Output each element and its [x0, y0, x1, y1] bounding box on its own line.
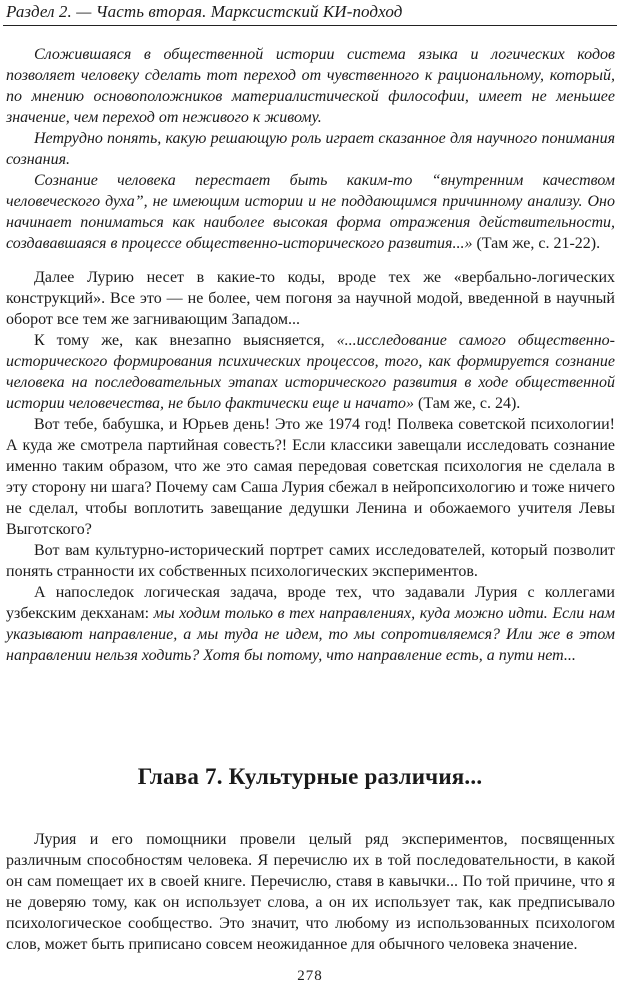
paragraph-6: Вот тебе, бабушка, и Юрьев день! Это же 1974 год! Полвека советской психологии! А куда же смотрела партийная совесть?! Если классики завещали исследовать сознание именно таким образом, что же это самая передовая советская психология не сделала в эту сторону ни шага? Почему сам Саша Лурия сбежал в нейропсихологию и тоже ничего не сделал, чтобы воплотить завещание дедушки Ленина и обожаемого учителя Левы Выготского?	[6, 416, 615, 538]
paragraph-5-lead: К тому же, как внезапно выясняется,	[34, 332, 337, 349]
paragraph-8-lead: А напоследок логическая задача, вроде тех, что задавали Лурия с коллегами узбекским декханам:	[6, 584, 615, 622]
chapter-title: Глава 7. Культурные различия...	[137, 764, 483, 789]
paragraph-5	[6, 330, 615, 414]
quote-paragraph-3	[6, 170, 615, 254]
running-head: Раздел 2. — Часть вторая. Марксистский КИ-подход	[6, 2, 403, 21]
paragraph-4: Далее Лурию несет в какие-то коды, вроде тех же «вербально-логических конструкций». Все это — не более, чем погоня за научной модой, введенной в научный оборот все тем же загнивающим Западом...	[6, 269, 615, 328]
paragraph-9: Лурия и его помощники провели целый ряд экспериментов, посвященных различным способностям человека. Я перечислю их в той последовательности, в какой он сам помещает их в своей книге. Перечислю, ставя в кавычки... По той причине, что я не доверяю тому, как он использует слова, а он их использует так, как предписывало психологическое сообщество. Это значит, что любому из использованных психологом слов, может быть приписано совсем неожиданное для обычного человека значение.	[6, 831, 615, 953]
paragraph-5-reference: (Там же, с. 24).	[414, 395, 521, 412]
paragraph-8-quote: мы ходим только в тех направлениях, куда можно идти. Если нам указывают направление, а мы туда не идем, то мы сопротивляемся? Или же в этом направлении нельзя ходить? Хотя бы потому, что направление есть, а пути нет...	[6, 605, 616, 664]
quote-paragraph-1: Сложившаяся в общественной истории система языка и логических кодов позволяет человеку сделать тот переход от чувственного к рациональному, который, по мнению основоположников материалистической философии, имеет не меньшее значение, чем переход от неживого к живому.	[6, 46, 615, 126]
quote-paragraph-2: Нетрудно понять, какую решающую роль играет сказанное для научного понимания сознания.	[6, 130, 615, 168]
chapter-body	[6, 829, 615, 955]
quote-paragraph-3-text: Сознание человека перестает быть каким-то “внутренним качеством человеческого духа”, не имеющим истории и не поддающимся причинному анализу. Оно начинает пониматься как наиболее высокая форма отражения действительности, создававшаяся в процессе общественно-исторического развития...»	[6, 172, 615, 252]
paragraph-8	[6, 582, 615, 666]
quote-reference: (Там же, с. 21-22).	[472, 235, 601, 252]
quote-block	[6, 44, 615, 666]
page-number: 278	[297, 968, 323, 984]
paragraph-5-quote: «...исследование самого общественно-исторического формирования психических процессов, того, как формируется сознание человека на последовательных этапах исторического развития в ходе общественной истории человечества, не было фактически еще и начато»	[6, 332, 615, 412]
paragraph-7: Вот вам культурно-исторический портрет самих исследователей, который позволит понять странности их собственных психологических экспериментов.	[6, 542, 615, 580]
header-rule	[3, 25, 617, 26]
